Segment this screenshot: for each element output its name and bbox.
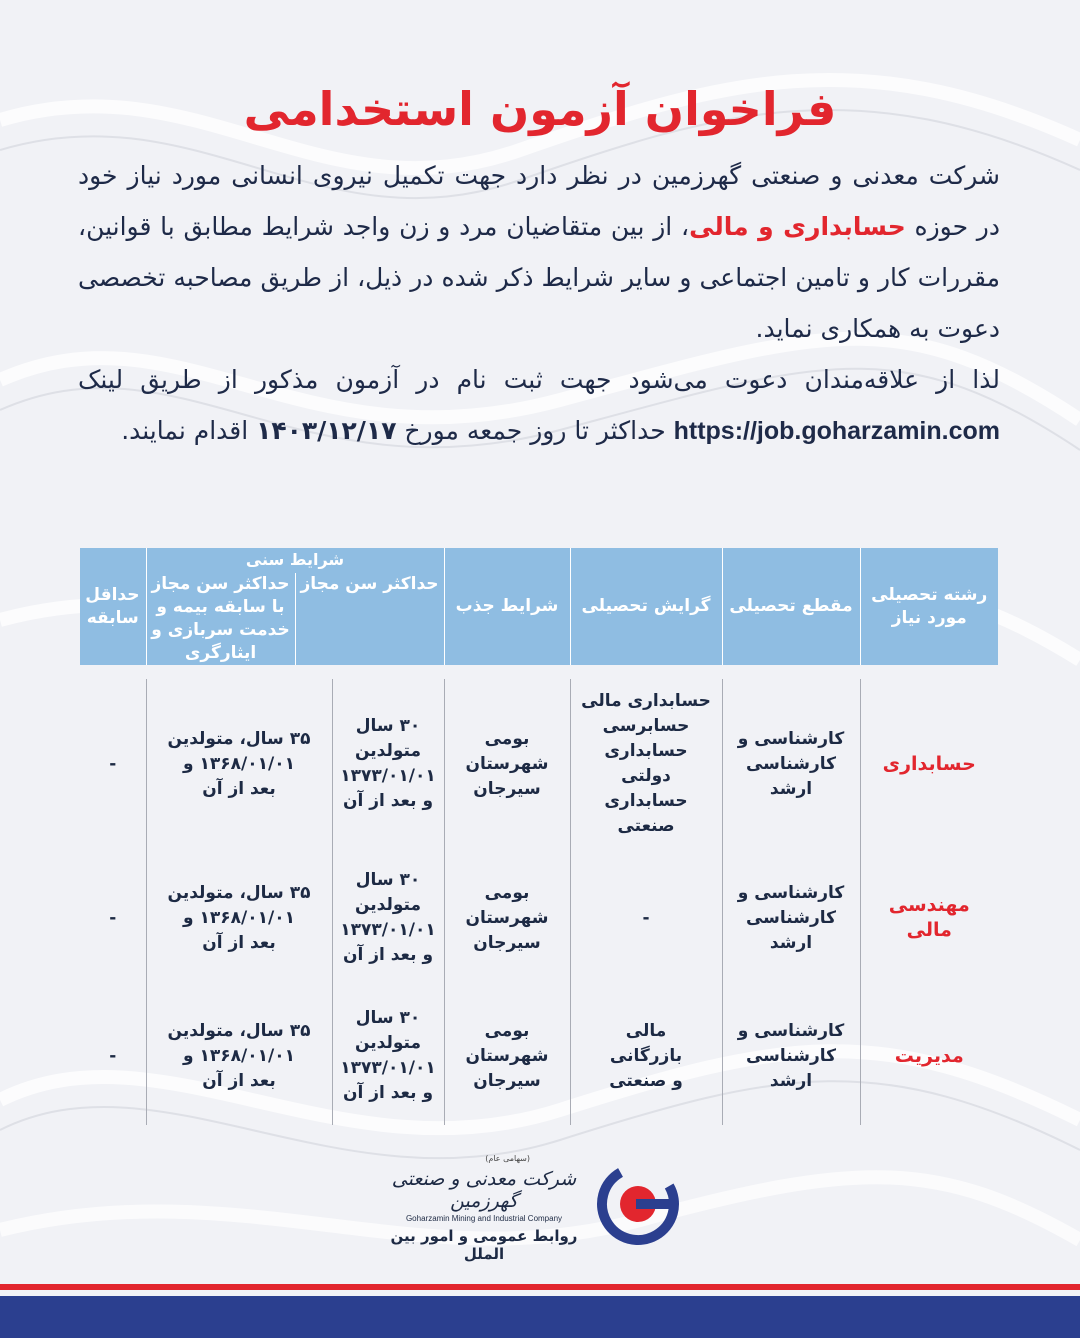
deadline-date: ۱۴۰۳/۱۲/۱۷ bbox=[256, 416, 397, 445]
cell-line: بازرگانی bbox=[609, 1045, 683, 1066]
table-row bbox=[80, 987, 998, 1125]
cell-max-age bbox=[332, 849, 444, 987]
header-age-group-label: شرایط سنی bbox=[245, 550, 345, 569]
cell-line: کارشناسی ارشد bbox=[745, 1045, 836, 1091]
cell-line: بومی bbox=[484, 728, 530, 749]
cell-max-age-extended bbox=[146, 849, 332, 987]
cell-line: شهرستان bbox=[465, 753, 549, 774]
cell-line: ۳۵ سال، متولدین bbox=[167, 728, 311, 749]
header-max-age-extended: حداکثر سن مجاز با سابقه بیمه و خدمت سربازی و ایثارگری bbox=[147, 573, 296, 665]
cell-degree bbox=[722, 987, 860, 1125]
cell-recruit bbox=[444, 987, 570, 1125]
cell-line: مالی bbox=[625, 1020, 667, 1041]
cell-line: و بعد از آن bbox=[342, 945, 434, 965]
cell-field: حسابداری bbox=[860, 679, 998, 849]
cell-line: حسابداری دولتی bbox=[604, 741, 688, 786]
cell-line: ۱۳۶۸/۰۱/۰۱ و bbox=[183, 753, 295, 774]
cell-line: شهرستان bbox=[465, 1045, 549, 1066]
company-logo-block bbox=[390, 1154, 680, 1263]
cell-line: سیرجان bbox=[473, 778, 541, 799]
registration-link[interactable]: https://job.goharzamin.com bbox=[673, 417, 1000, 445]
cell-degree bbox=[722, 679, 860, 849]
intro-paragraph-1: شرکت معدنی و صنعتی گهرزمین در نظر دارد جهت تکمیل نیروی انسانی مورد نیاز خود در حوزه حسابداری و مالی، از بین متقاضیان مرد و زن واجد شرایط مطابق با قوانین، مقررات کار و تامین اجتماعی و سایر شرایط ذکر شده در ذیل، از طریق مصاحبه تخصصی دعوت به همکاری نماید. bbox=[78, 161, 1001, 343]
cell-recruit bbox=[444, 679, 570, 849]
cell-line: و بعد از آن bbox=[342, 1083, 434, 1103]
department-name: روابط عمومی و امور بین الملل bbox=[390, 1227, 578, 1263]
cell-line: متولدین bbox=[354, 895, 421, 915]
footer-bar bbox=[0, 1296, 1080, 1338]
cell-line: ۳۵ سال، متولدین bbox=[167, 1020, 311, 1041]
cell-line: متولدین bbox=[354, 1033, 421, 1053]
intro-text bbox=[78, 150, 1000, 457]
header-recruit: شرایط جذب bbox=[444, 548, 570, 665]
cell-line: بومی bbox=[484, 882, 530, 903]
table-row bbox=[80, 679, 998, 849]
cell-line: بومی bbox=[484, 1020, 530, 1041]
cell-line: ۳۰ سال bbox=[355, 1008, 421, 1028]
cell-line: ۳۰ سال bbox=[355, 870, 421, 890]
cell-max-age-extended bbox=[146, 987, 332, 1125]
cell-line: کارشناسی و bbox=[737, 1020, 845, 1041]
cell-field: مدیریت bbox=[860, 987, 998, 1125]
cell-line: بعد از آن bbox=[202, 932, 276, 953]
company-name-en: Goharzamin Mining and Industrial Company bbox=[405, 1214, 563, 1223]
cell-line: کارشناسی و bbox=[737, 882, 845, 903]
cell-max-age bbox=[332, 679, 444, 849]
header-field: رشته تحصیلی مورد نیاز bbox=[860, 548, 998, 665]
cell-line: کارشناسی و bbox=[737, 728, 845, 749]
cell-line: ۳۰ سال bbox=[355, 716, 421, 736]
cell-max-age bbox=[332, 987, 444, 1125]
cell-line: متولدین bbox=[354, 741, 421, 761]
header-degree: مقطع تحصیلی bbox=[722, 548, 860, 665]
cell-major bbox=[570, 679, 722, 849]
cell-min-experience: - bbox=[109, 753, 117, 774]
cell-line: حسابداری مالی bbox=[581, 691, 711, 711]
cell-line: و صنعتی bbox=[609, 1070, 683, 1091]
cell-line: ۱۳۷۳/۰۱/۰۱ bbox=[340, 1058, 436, 1078]
cell-line: حسابرسی bbox=[602, 716, 690, 736]
cell-major bbox=[570, 849, 722, 987]
cell-recruit bbox=[444, 849, 570, 987]
cell-line: ۳۵ سال، متولدین bbox=[167, 882, 311, 903]
cell-line: ۱۳۷۳/۰۱/۰۱ bbox=[340, 766, 436, 786]
cell-line: بعد از آن bbox=[202, 1070, 276, 1091]
cell-line: - bbox=[642, 907, 650, 928]
company-legal-form: (سهامی عام) bbox=[485, 1154, 530, 1163]
cell-min-experience: - bbox=[109, 1045, 117, 1066]
header-major: گرایش تحصیلی bbox=[570, 548, 722, 665]
cell-line: و بعد از آن bbox=[342, 791, 434, 811]
company-name-fa: شرکت معدنی و صنعتی گهرزمین bbox=[391, 1168, 577, 1212]
page-title: فراخوان آزمون استخدامی bbox=[243, 82, 837, 136]
cell-line: ۱۳۶۸/۰۱/۰۱ و bbox=[183, 907, 295, 928]
cell-line: حسابداری صنعتی bbox=[604, 791, 688, 836]
jobs-table bbox=[80, 548, 998, 1125]
header-age-group bbox=[146, 548, 444, 665]
cell-line: شهرستان bbox=[465, 907, 549, 928]
cell-line: کارشناسی ارشد bbox=[745, 907, 836, 953]
cell-min-experience: - bbox=[109, 907, 117, 928]
cell-degree bbox=[722, 849, 860, 987]
header-max-age: حداکثر سن مجاز bbox=[300, 574, 439, 594]
table-header-row bbox=[80, 548, 998, 665]
cell-line: بعد از آن bbox=[202, 778, 276, 799]
intro-paragraph-2: لذا از علاقه‌مندان دعوت می‌شود جهت ثبت نام در آزمون مذکور از طریق لینک https://job.goharzamin.com حداکثر تا روز جمعه مورخ ۱۴۰۳/۱۲/۱۷ اقدام نمایند. bbox=[78, 365, 1000, 445]
cell-line: ۱۳۷۳/۰۱/۰۱ bbox=[340, 920, 436, 940]
cell-major bbox=[570, 987, 722, 1125]
jobs-table-body bbox=[80, 665, 998, 1125]
table-row bbox=[80, 849, 998, 987]
cell-field: مهندسی مالی bbox=[860, 849, 998, 987]
cell-line: سیرجان bbox=[473, 932, 541, 953]
cell-line: سیرجان bbox=[473, 1070, 541, 1091]
cell-line: کارشناسی ارشد bbox=[745, 753, 836, 799]
cell-line: ۱۳۶۸/۰۱/۰۱ و bbox=[183, 1045, 295, 1066]
company-logo-icon bbox=[596, 1162, 680, 1246]
intro-highlight: حسابداری و مالی bbox=[689, 212, 906, 241]
footer-accent-bar bbox=[0, 1284, 1080, 1290]
header-min-experience: حداقل سابقه bbox=[80, 548, 146, 665]
cell-max-age-extended bbox=[146, 679, 332, 849]
